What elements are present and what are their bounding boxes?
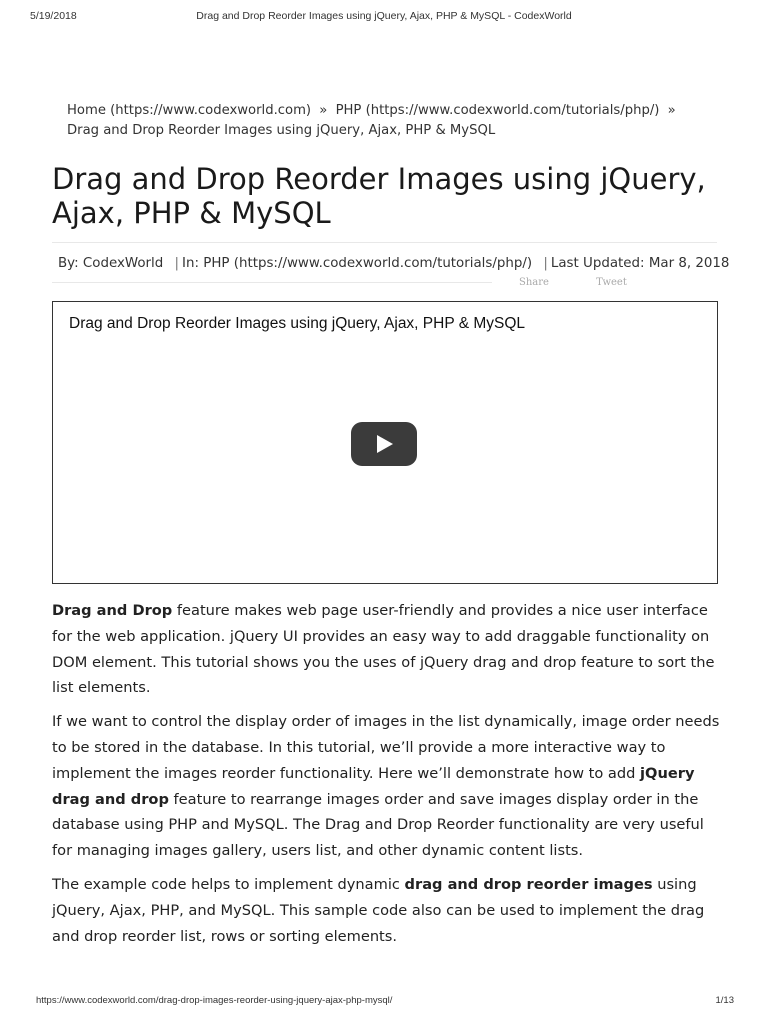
divider	[52, 242, 717, 243]
print-page-title: Drag and Drop Reorder Images using jQuery, Ajax, PHP & MySQL - CodexWorld	[196, 10, 572, 22]
meta-separator: |	[174, 256, 180, 271]
print-footer-url: https://www.codexworld.com/drag-drop-images-reorder-using-jquery-ajax-php-mysql/	[36, 995, 393, 1006]
play-button[interactable]	[351, 422, 417, 466]
paragraph-text: feature makes web page user-friendly and provides a nice user interface for the web application. jQuery UI provides an easy way to add draggable functionality on DOM element. This tutorial shows you the uses of jQuery drag and drop feature to sort the list elements.	[52, 602, 715, 697]
by-label: By:	[58, 256, 79, 271]
social-share-row	[519, 277, 627, 288]
print-footer	[36, 995, 734, 1009]
in-label: In:	[182, 256, 199, 271]
bold-term: jQuery drag and drop	[52, 764, 695, 808]
breadcrumb-home-link[interactable]: Home (https://www.codexworld.com)	[67, 103, 312, 118]
page-title: Drag and Drop Reorder Images using jQuery, Ajax, PHP & MySQL	[52, 162, 706, 230]
paragraph-text: If we want to control the display order of images in the list dynamically, image order needs to be stored in the database. In this tutorial, we’ll provide a more interactive way to implement the images reorder functionality. Here we’ll demonstrate how to add	[52, 713, 720, 782]
video-embed[interactable]	[52, 301, 718, 584]
breadcrumb-separator: »	[667, 103, 676, 118]
play-icon	[377, 435, 393, 453]
video-title[interactable]: Drag and Drop Reorder Images using jQuery, Ajax, PHP & MySQL	[69, 315, 526, 332]
paragraph-text: using jQuery, Ajax, PHP, and MySQL. This sample code also can be used to implement the drag and drop reorder list, rows or sorting elements.	[52, 875, 705, 945]
breadcrumb	[67, 101, 707, 141]
paragraph-text: feature to rearrange images order and save images display order in the database using PHP and MySQL. The Drag and Drop Reorder functionality are very useful for managing images gallery, users list, and other dynamic content lists.	[52, 790, 704, 860]
divider	[52, 282, 492, 283]
article-body	[52, 598, 722, 957]
updated-label: Last Updated:	[550, 256, 645, 271]
share-button[interactable]: Share	[519, 277, 549, 288]
tweet-button[interactable]: Tweet	[596, 277, 627, 288]
article-meta	[58, 255, 730, 273]
bold-term: Drag and Drop	[52, 602, 173, 619]
breadcrumb-separator: »	[319, 103, 328, 118]
breadcrumb-php-link[interactable]: PHP (https://www.codexworld.com/tutorials/php/)	[335, 103, 660, 118]
paragraph	[52, 598, 722, 701]
print-header	[30, 10, 738, 26]
paragraph	[52, 872, 722, 949]
category-link[interactable]: PHP (https://www.codexworld.com/tutorials/php/)	[203, 256, 533, 271]
page-number: 1/13	[715, 995, 734, 1006]
bold-term: drag and drop reorder images	[404, 875, 653, 893]
print-date: 5/19/2018	[30, 10, 77, 22]
breadcrumb-current: Drag and Drop Reorder Images using jQuery, Ajax, PHP & MySQL	[67, 123, 496, 138]
meta-separator: |	[543, 256, 548, 271]
paragraph	[52, 709, 722, 864]
paragraph-text: The example code helps to implement dynamic	[52, 875, 405, 893]
author-link[interactable]: CodexWorld	[82, 256, 164, 271]
updated-date: Mar 8, 2018	[648, 256, 730, 271]
